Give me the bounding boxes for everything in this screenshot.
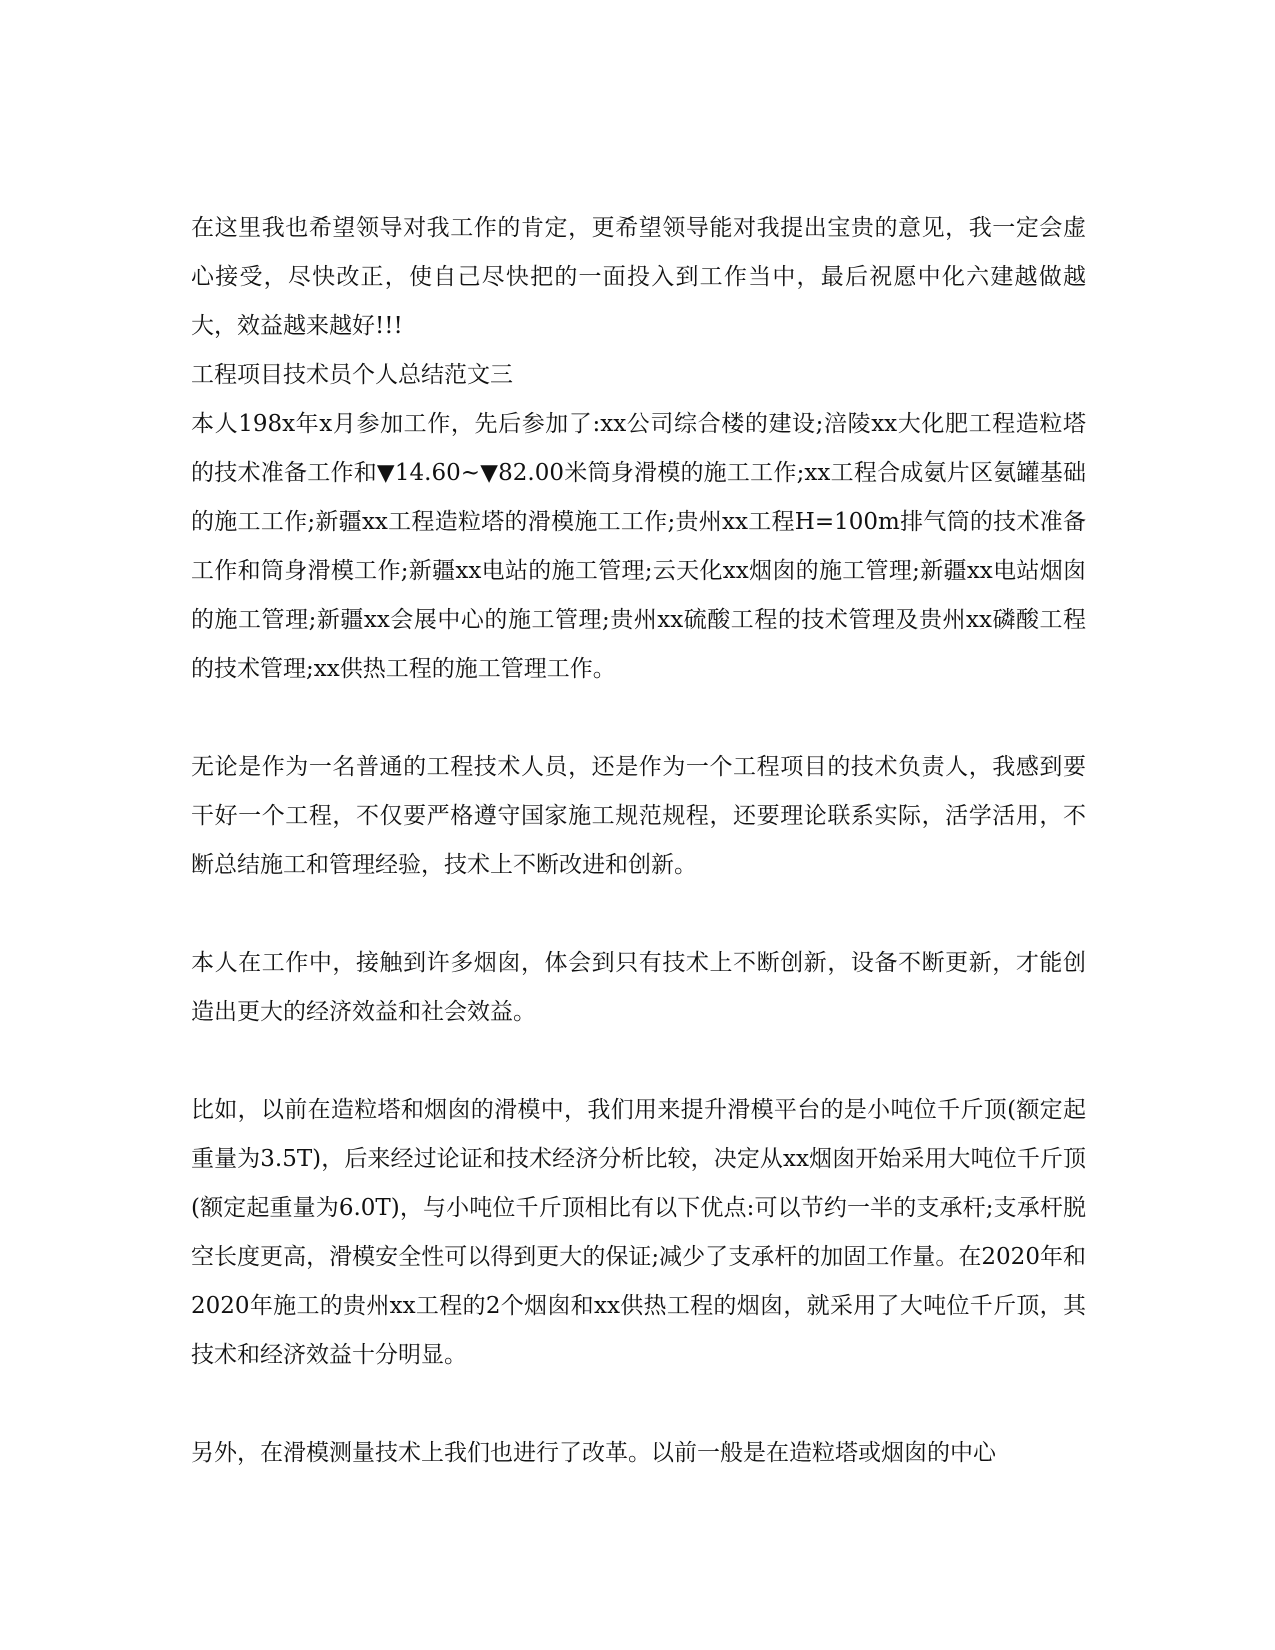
jack-example-paragraph: 比如，以前在造粒塔和烟囱的滑模中，我们用来提升滑模平台的是小吨位千斤顶(额定起重量为3.5T)，后来经过论证和技术经济分析比较，决定从xx烟囱开始采用大吨位千斤顶(额定起重量为6.0T)，与小吨位千斤顶相比有以下优点:可以节约一半的支承杆;支承杆脱空长度更高，滑模安全性可以得到更大的保证;减少了支承杆的加固工作量。在2020年和2020年施工的贵州xx工程的2个烟囱和xx供热工程的烟囱，就采用了大吨位千斤顶，其技术和经济效益十分明显。 <box>191 1097 1086 1368</box>
closing-paragraph: 在这里我也希望领导对我工作的肯定，更希望领导能对我提出宝贵的意见，我一定会虚心接受，尽快改正，使自己尽快把的一面投入到工作当中，最后祝愿中化六建越做越大，效益越来越好!!! <box>191 215 1086 339</box>
paragraph-spacer <box>191 1037 1086 1086</box>
survey-reform-paragraph: 另外，在滑模测量技术上我们也进行了改革。以前一般是在造粒塔或烟囱的中心 <box>191 1440 996 1466</box>
document-body <box>191 204 1086 1478</box>
work-history-paragraph: 本人198x年x月参加工作，先后参加了:xx公司综合楼的建设;涪陵xx大化肥工程造粒塔的技术准备工作和▼14.60~▼82.00米筒身滑模的施工工作;xx工程合成氨片区氨罐基础的施工工作;新疆xx工程造粒塔的滑模施工工作;贵州xx工程H=100m排气筒的技术准备工作和筒身滑模工作;新疆xx电站的施工管理;云天化xx烟囱的施工管理;新疆xx电站烟囱的施工管理;新疆xx会展中心的施工管理;贵州xx硫酸工程的技术管理及贵州xx磷酸工程的技术管理;xx供热工程的施工管理工作。 <box>191 411 1086 682</box>
paragraph-spacer <box>191 890 1086 939</box>
paragraph-spacer <box>191 1380 1086 1429</box>
paragraph-spacer <box>191 694 1086 743</box>
innovation-paragraph: 本人在工作中，接触到许多烟囱，体会到只有技术上不断创新，设备不断更新，才能创造出更大的经济效益和社会效益。 <box>191 950 1086 1025</box>
experience-paragraph: 无论是作为一名普通的工程技术人员，还是作为一个工程项目的技术负责人，我感到要干好一个工程，不仅要严格遵守国家施工规范规程，还要理论联系实际，活学活用，不断总结施工和管理经验，技术上不断改进和创新。 <box>191 754 1086 878</box>
section-title: 工程项目技术员个人总结范文三 <box>191 362 513 388</box>
